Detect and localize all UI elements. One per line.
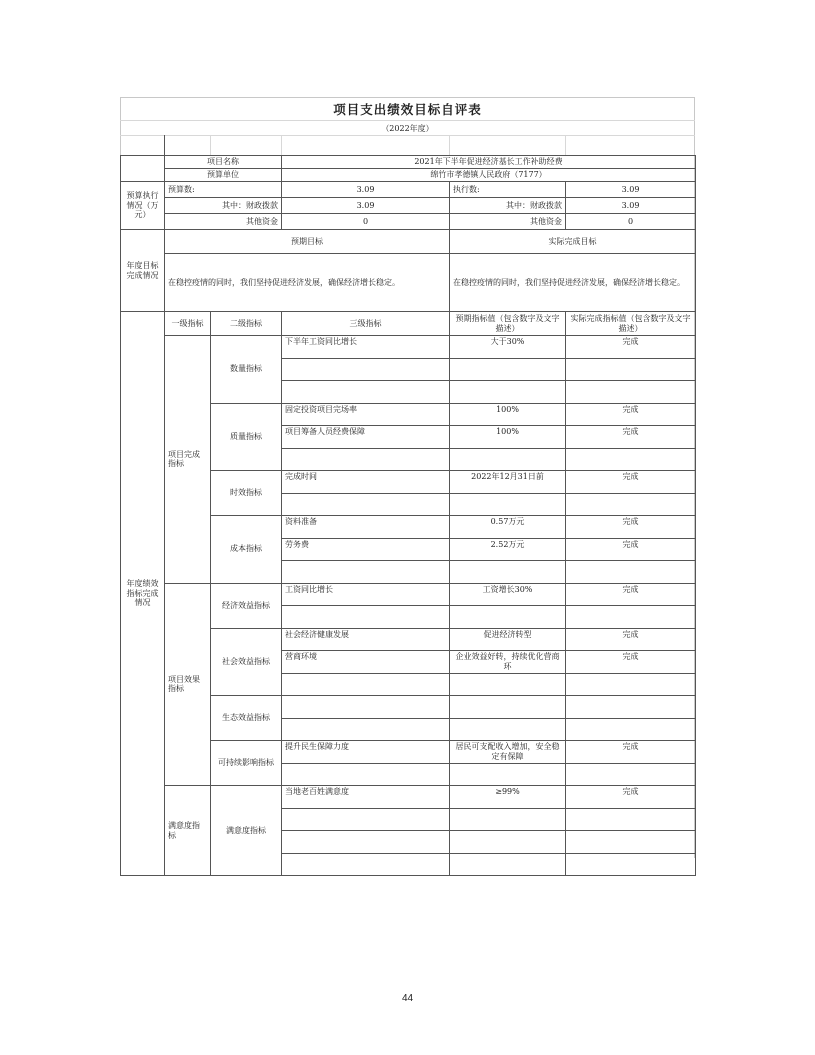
level3-indicator — [282, 358, 450, 381]
level3-indicator: 提升民生保障力度 — [282, 741, 450, 764]
page-number: 44 — [401, 993, 414, 1004]
exec-value: 3.09 — [566, 182, 696, 198]
expected-value — [450, 561, 566, 584]
fiscal-exec-value: 3.09 — [566, 198, 696, 214]
expected-value: 企业效益好转，持续优化营商环 — [450, 651, 566, 674]
col-header-actual: 实际完成指标值（包含数字及文字描述） — [566, 312, 696, 336]
expected-value: 促进经济转型 — [450, 628, 566, 651]
actual-value — [566, 448, 696, 471]
col-header-level2: 二级指标 — [211, 312, 282, 336]
col-header-level3: 三级指标 — [282, 312, 450, 336]
level3-indicator — [282, 493, 450, 516]
level3-indicator — [282, 673, 450, 696]
exec-label: 执行数: — [450, 182, 566, 198]
level2-indicator: 质量指标 — [211, 403, 282, 471]
grid-line — [120, 135, 695, 136]
expected-value: 2022年12月31日前 — [450, 471, 566, 494]
level3-indicator: 下半年工资同比增长 — [282, 336, 450, 359]
level2-indicator: 时效指标 — [211, 471, 282, 516]
expected-value — [450, 358, 566, 381]
actual-goal-text: 在稳控疫情的同时，我们坚持促进经济发展，确保经济增长稳定。 — [450, 254, 696, 312]
other-funds-exec: 0 — [566, 214, 696, 230]
level3-indicator: 项目筹备人员经费保障 — [282, 426, 450, 449]
indicator-rows — [121, 312, 696, 876]
actual-value — [566, 493, 696, 516]
expected-value — [450, 763, 566, 786]
budget-label: 预算数: — [165, 182, 282, 198]
expected-value: 100% — [450, 403, 566, 426]
actual-value: 完成 — [566, 538, 696, 561]
actual-value: 完成 — [566, 741, 696, 764]
actual-value — [566, 718, 696, 741]
actual-value: 完成 — [566, 403, 696, 426]
level3-indicator — [282, 696, 450, 719]
actual-value: 完成 — [566, 336, 696, 359]
actual-value — [566, 696, 696, 719]
expected-value — [450, 718, 566, 741]
grid-line — [565, 135, 566, 155]
actual-value: 完成 — [566, 786, 696, 809]
actual-value: 完成 — [566, 516, 696, 539]
actual-value: 完成 — [566, 583, 696, 606]
grid-line — [281, 135, 282, 155]
level3-indicator — [282, 448, 450, 471]
project-name-value: 2021年下半年促进经济基长工作补助经费 — [282, 156, 696, 169]
level3-indicator — [282, 561, 450, 584]
fiscal-exec-label: 其中：财政拨款 — [450, 198, 566, 214]
level3-indicator: 工资同比增长 — [282, 583, 450, 606]
level2-indicator: 满意度指标 — [211, 786, 282, 876]
level3-indicator — [282, 853, 450, 876]
level3-indicator: 完成时间 — [282, 471, 450, 494]
budget-section-label: 预算执行情况（万元） — [121, 182, 165, 230]
actual-value — [566, 673, 696, 696]
level1-indicator: 满意度指标 — [165, 786, 211, 876]
level3-indicator — [282, 381, 450, 404]
project-name-label: 项目名称 — [165, 156, 282, 169]
actual-value — [566, 358, 696, 381]
level2-indicator: 经济效益指标 — [211, 583, 282, 628]
expected-value — [450, 381, 566, 404]
level1-indicator: 项目完成指标 — [165, 336, 211, 584]
form-title: 项目支出绩效目标自评表 — [333, 102, 482, 117]
col-header-level1: 一级指标 — [165, 312, 211, 336]
form-year: （2022年度） — [381, 124, 434, 133]
level3-indicator — [282, 763, 450, 786]
col-header-expected: 预期指标值（包含数字及文字描述） — [450, 312, 566, 336]
fiscal-label: 其中：财政拨款 — [165, 198, 282, 214]
actual-value — [566, 853, 696, 876]
expected-value — [450, 808, 566, 831]
expected-goal-text: 在稳控疫情的同时，我们坚持促进经济发展，确保经济增长稳定。 — [165, 254, 450, 312]
level2-indicator: 成本指标 — [211, 516, 282, 584]
performance-table — [120, 155, 696, 876]
actual-value: 完成 — [566, 426, 696, 449]
indicator-section-label: 年度绩效指标完成情况 — [121, 312, 165, 876]
expected-value — [450, 606, 566, 629]
actual-value — [566, 381, 696, 404]
expected-value: 0.57万元 — [450, 516, 566, 539]
expected-value: 2.52万元 — [450, 538, 566, 561]
expected-value: 工资增长30% — [450, 583, 566, 606]
level3-indicator: 当地老百姓满意度 — [282, 786, 450, 809]
blank-cell — [121, 169, 165, 182]
actual-value — [566, 606, 696, 629]
expected-value — [450, 853, 566, 876]
other-funds-exec-label: 其他资金 — [450, 214, 566, 230]
expected-goal-header: 预期目标 — [165, 230, 450, 254]
level3-indicator — [282, 718, 450, 741]
other-funds-label: 其他资金 — [165, 214, 282, 230]
actual-value: 完成 — [566, 651, 696, 674]
grid-line — [210, 135, 211, 155]
level1-indicator: 项目效果指标 — [165, 583, 211, 786]
grid-line — [120, 120, 695, 121]
level3-indicator — [282, 831, 450, 854]
actual-goal-header: 实际完成目标 — [450, 230, 696, 254]
level3-indicator — [282, 808, 450, 831]
blank-cell — [121, 156, 165, 169]
unit-label: 预算单位 — [165, 169, 282, 182]
expected-value: 大于30% — [450, 336, 566, 359]
expected-value — [450, 831, 566, 854]
expected-value — [450, 448, 566, 471]
level2-indicator: 数量指标 — [211, 336, 282, 404]
expected-value — [450, 493, 566, 516]
actual-value — [566, 808, 696, 831]
actual-value — [566, 831, 696, 854]
actual-value — [566, 561, 696, 584]
level3-indicator: 营商环境 — [282, 651, 450, 674]
unit-value: 绵竹市孝德镇人民政府（7177） — [282, 169, 696, 182]
grid-line — [164, 135, 165, 155]
level3-indicator: 社会经济健康发展 — [282, 628, 450, 651]
actual-value: 完成 — [566, 628, 696, 651]
actual-value: 完成 — [566, 471, 696, 494]
budget-value: 3.09 — [282, 182, 450, 198]
level2-indicator: 可持续影响指标 — [211, 741, 282, 786]
other-funds-budget: 0 — [282, 214, 450, 230]
annual-goal-section-label: 年度目标完成情况 — [121, 230, 165, 312]
level2-indicator: 生态效益指标 — [211, 696, 282, 741]
level3-indicator: 劳务费 — [282, 538, 450, 561]
expected-value: 居民可支配收入增加，安全稳定有保障 — [450, 741, 566, 764]
level3-indicator — [282, 606, 450, 629]
expected-value: 100% — [450, 426, 566, 449]
fiscal-budget-value: 3.09 — [282, 198, 450, 214]
expected-value: ≥99% — [450, 786, 566, 809]
level3-indicator: 资料准备 — [282, 516, 450, 539]
actual-value — [566, 763, 696, 786]
expected-value — [450, 696, 566, 719]
level3-indicator: 固定投资项目完场率 — [282, 403, 450, 426]
level2-indicator: 社会效益指标 — [211, 628, 282, 696]
grid-line — [449, 135, 450, 155]
expected-value — [450, 673, 566, 696]
